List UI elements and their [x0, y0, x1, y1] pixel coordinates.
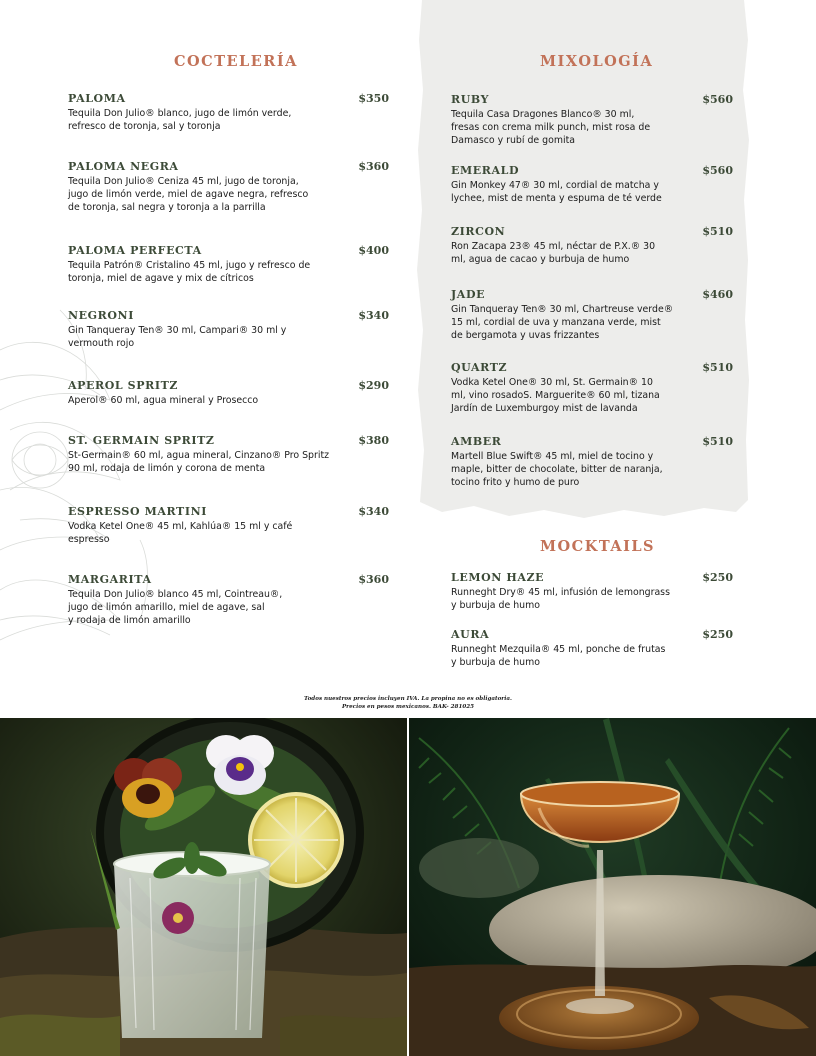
item-description: Vodka Ketel One® 45 ml, Kahlúa® 15 ml y café espresso: [68, 521, 293, 545]
item-name: RUBY: [451, 93, 490, 106]
item-name: MARGARITA: [68, 573, 152, 586]
item-description: Tequila Don Julio® blanco, jugo de limón verde, refresco de toronja, sal y toronja: [68, 108, 292, 132]
item-description: Tequila Patrón® Cristalino 45 ml, jugo y refresco de toronja, miel de agave y mix de cítricos: [68, 260, 311, 284]
item-description: Aperol® 60 ml, agua mineral y Prosecco: [68, 395, 259, 406]
item-price: $510: [702, 225, 733, 238]
item-name: AURA: [451, 628, 490, 641]
item-name: PALOMA: [68, 92, 126, 105]
item-description: Ron Zacapa 23® 45 ml, néctar de P.X.® 30 ml, agua de cacao y burbuja de humo: [451, 241, 656, 265]
item-description: Tequila Casa Dragones Blanco® 30 ml, fresas con crema milk punch, mist rosa de Damasco y rubí de gomita: [451, 109, 651, 146]
item-name: ZIRCON: [451, 225, 506, 238]
footnote: [0, 695, 816, 711]
mixologia-title: MIXOLOGÍA: [540, 53, 654, 70]
item-price: $250: [702, 628, 733, 641]
item-price: $340: [358, 505, 389, 518]
item-name: EMERALD: [451, 164, 520, 177]
item-name: PALOMA NEGRA: [68, 160, 179, 173]
item-price: $400: [358, 244, 389, 257]
photo-gin-cocktail: [0, 718, 407, 1056]
item-description: Runneght Mezquila® 45 ml, ponche de frutas y burbuja de humo: [451, 644, 666, 668]
item-price: $250: [702, 571, 733, 584]
photo-amber-cocktail-art: [409, 718, 816, 1056]
photo-amber-cocktail: [409, 718, 816, 1056]
item-description: Tequila Don Julio® blanco 45 ml, Cointreau®, jugo de limón amarillo, miel de agave, sal y rodaja de limón amarillo: [68, 589, 283, 626]
item-description: St-Germain® 60 ml, agua mineral, Cinzano® Pro Spritz 90 ml, rodaja de limón y corona de menta: [68, 450, 330, 474]
botanical-sketch: [0, 290, 200, 690]
item-name: ESPRESSO MARTINI: [68, 505, 207, 518]
item-description: Gin Tanqueray Ten® 30 ml, Chartreuse verde® 15 ml, cordial de uva y manzana verde, mist de bergamota y uvas frizzantes: [451, 304, 674, 341]
item-price: $360: [358, 160, 389, 173]
footnote-line-2: Precios en pesos mexicanos. BAK- 281025: [341, 704, 475, 710]
item-description: Gin Monkey 47® 30 ml, cordial de matcha y lychee, mist de menta y espuma de té verde: [451, 180, 662, 204]
item-price: $510: [702, 435, 733, 448]
item-price: $460: [702, 288, 733, 301]
photo-gin-cocktail-art: [0, 718, 407, 1056]
item-description: Tequila Don Julio® Ceniza 45 ml, jugo de toronja, jugo de limón verde, miel de agave negra, refresco de toronja, sal negra y toronja a la parrilla: [68, 176, 309, 213]
item-price: $560: [702, 93, 733, 106]
item-name: LEMON HAZE: [451, 571, 545, 584]
item-description: Vodka Ketel One® 30 ml, St. Germain® 10 ml, vino rosadoS. Marguerite® 60 ml, tizana Jardín de Luxemburgoy mist de lavanda: [451, 377, 660, 414]
item-name: NEGRONI: [68, 309, 134, 322]
cocteleria-title: COCTELERÍA: [174, 53, 298, 70]
item-price: $340: [358, 309, 389, 322]
item-price: $380: [358, 434, 389, 447]
mocktails-title: MOCKTAILS: [540, 538, 656, 555]
footnote-line-1: Todos nuestros precios incluyen IVA. La propina no es obligatoria.: [304, 696, 512, 702]
item-name: APEROL SPRITZ: [68, 379, 178, 392]
item-name: QUARTZ: [451, 361, 508, 374]
item-description: Martell Blue Swift® 45 ml, miel de tocino y maple, bitter de chocolate, bitter de naranja, tocino frito y humo de puro: [451, 451, 663, 488]
item-name: JADE: [451, 288, 486, 301]
item-price: $510: [702, 361, 733, 374]
item-price: $360: [358, 573, 389, 586]
item-name: AMBER: [451, 435, 502, 448]
item-name: PALOMA PERFECTA: [68, 244, 202, 257]
item-description: Runneght Dry® 45 ml, infusión de lemongrass y burbuja de humo: [451, 587, 670, 611]
item-price: $290: [358, 379, 389, 392]
item-price: $560: [702, 164, 733, 177]
item-name: ST. GERMAIN SPRITZ: [68, 434, 215, 447]
item-price: $350: [358, 92, 389, 105]
item-description: Gin Tanqueray Ten® 30 ml, Campari® 30 ml y vermouth rojo: [68, 325, 287, 349]
